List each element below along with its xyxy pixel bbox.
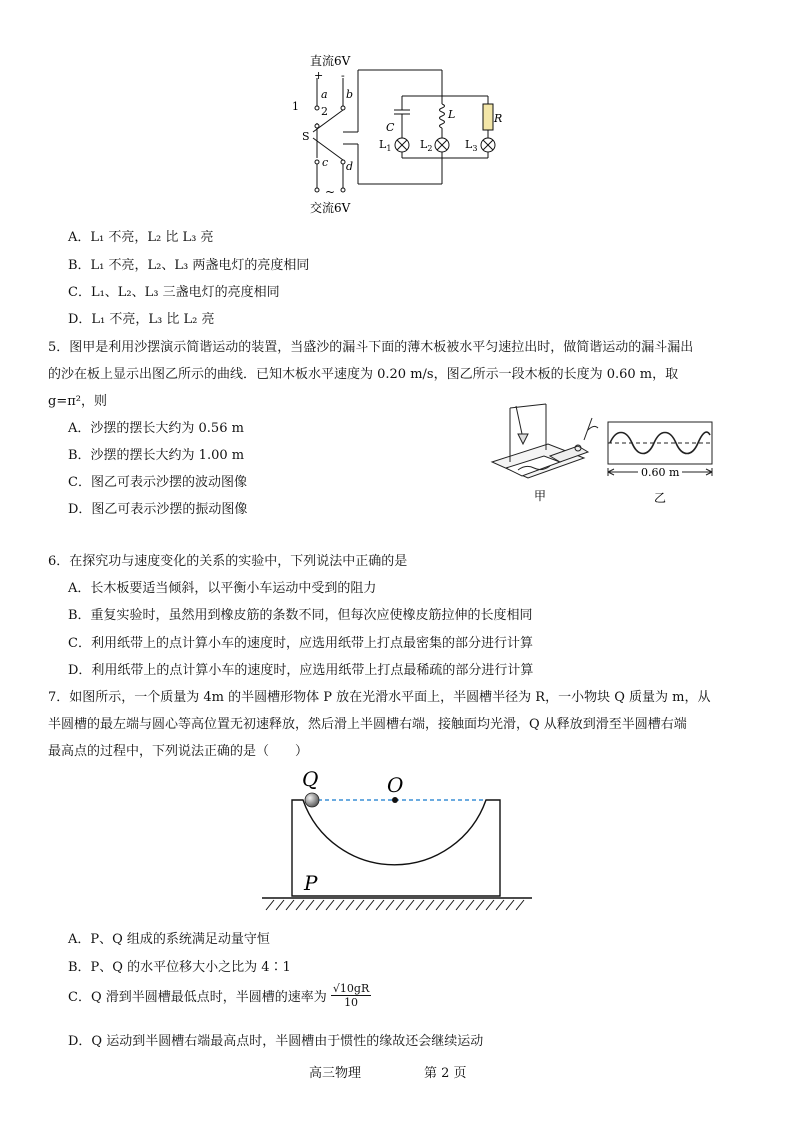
fig-p-label: P [304,871,318,895]
q5-option-c: C．图乙可表示沙摆的波动图像 [68,475,247,490]
q5-stem-line3: g=π²，则 [48,394,107,409]
q6-option-d: D．利用纸带上的点计算小车的速度时，应选用纸带上打点最稀疏的部分进行计算 [68,663,534,678]
lamp2-label: L [420,138,428,151]
fraction-numerator: √10gR [332,982,370,995]
dc-plus: + [314,69,324,82]
fig-length-label: 0.60 m [641,466,680,479]
q4-option-c: C．L₁、L₂、L₃ 三盏电灯的亮度相同 [68,285,280,300]
q5-option-b: B．沙摆的摆长大约为 1.00 m [68,448,245,463]
q6-option-c: C．利用纸带上的点计算小车的速度时，应选用纸带上打点最密集的部分进行计算 [68,636,533,651]
svg-text:L3 [465,138,477,153]
dc-label: 直流6V [310,54,351,68]
ac-tilde: ~ [325,185,336,199]
switch-s: S [302,130,310,143]
terminal-1: 1 [292,100,299,113]
footer-page: 第 2 页 [424,1066,467,1081]
inductor-label: L [448,108,456,121]
terminal-a: a [321,88,328,101]
svg-text:L2 [420,138,432,153]
q5-stem-line2: 的沙在板上显示出图乙所示的曲线．已知木板水平速度为 0.20 m/s，图乙所示一段木板的长度为 0.60 m，取 [48,367,679,382]
q5-option-d: D．图乙可表示沙摆的振动图像 [68,502,248,517]
q6-stem: 6．在探究功与速度变化的关系的实验中，下列说法中正确的是 [48,554,408,569]
fig-yi-label: 乙 [654,491,667,505]
lamp1-label: L [379,138,387,151]
q7-stem-line3: 最高点的过程中，下列说法正确的是（ ） [48,744,309,759]
ac-label: 交流6V [310,201,351,215]
q4-option-b: B．L₁ 不亮，L₂、L₃ 两盏电灯的亮度相同 [68,258,310,273]
q7-stem-line1: 7．如图所示，一个质量为 4m 的半圆槽形物体 P 放在光滑水平面上，半圆槽半径为 R，一小物块 Q 质量为 m，从 [48,690,711,705]
q7-option-c-fraction [331,982,371,1009]
terminal-2: 2 [321,105,328,118]
terminal-c: c [322,156,329,169]
lamp3-label: L [465,138,473,151]
q7-option-b: B．P、Q 的水平位移大小之比为 4∶1 [68,960,291,975]
q4-option-d: D．L₁ 不亮，L₃ 比 L₂ 亮 [68,312,215,327]
q7-option-a: A．P、Q 组成的系统满足动量守恒 [68,932,270,947]
q7-option-c-text: C．Q 滑到半圆槽最低点时，半圆槽的速率为 [68,990,327,1005]
circuit-diagram [280,48,520,218]
half-pipe-figure [256,766,538,914]
fraction-denominator: 10 [344,996,359,1009]
q7-option-c [68,982,371,1009]
lamp3-sub: 3 [472,144,478,153]
dc-minus: - [341,69,345,82]
svg-text:L1 [379,138,391,153]
q4-option-a: A．L₁ 不亮，L₂ 比 L₃ 亮 [68,230,214,245]
fig-jia-label: 甲 [534,489,547,503]
terminal-d: d [346,160,354,173]
q5-option-a: A．沙摆的摆长大约为 0.56 m [68,421,244,436]
q6-option-b: B．重复实验时，虽然用到橡皮筋的条数不同，但每次应使橡皮筋拉伸的长度相同 [68,608,533,623]
resistor-label: R [494,112,503,125]
q7-stem-line2: 半圆槽的最左端与圆心等高位置无初速释放，然后滑上半圆槽右端，接触面均光滑，Q 从释放到滑至半圆槽右端 [48,717,687,732]
fig-q-label: Q [302,767,319,791]
footer-subject: 高三物理 [309,1066,362,1081]
q6-option-a: A．长木板要适当倾斜，以平衡小车运动中受到的阻力 [68,581,377,596]
q7-option-d: D．Q 运动到半圆槽右端最高点时，半圆槽由于惯性的缘故还会继续运动 [68,1034,484,1049]
lamp1-sub: 1 [386,144,392,153]
capacitor-label: C [386,121,395,134]
fig-o-label: O [387,773,404,797]
sand-wave-figure [604,418,716,510]
terminal-b: b [346,88,354,101]
sand-pendulum-figure [488,400,603,510]
lamp2-sub: 2 [427,144,433,153]
q5-stem-line1: 5．图甲是利用沙摆演示简谐运动的装置，当盛沙的漏斗下面的薄木板被水平匀速拉出时，做简谐运动的漏斗漏出 [48,340,694,355]
